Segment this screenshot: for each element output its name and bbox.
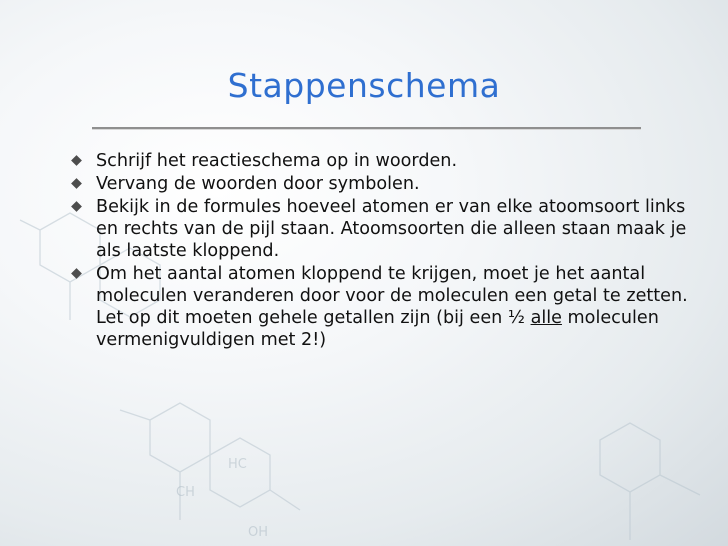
bullet-marker-icon — [71, 155, 82, 166]
bullet-text: Schrijf het reactieschema op in woorden. — [96, 151, 458, 171]
bullet-item — [68, 196, 708, 262]
svg-text:CH: CH — [176, 485, 195, 500]
bullet-item — [68, 173, 708, 195]
bullet-marker-icon — [71, 178, 82, 189]
bullet-text: Vervang de woorden door symbolen. — [96, 174, 420, 194]
bullet-list — [68, 150, 708, 352]
title-divider — [92, 127, 641, 129]
svg-text:OH: OH — [248, 525, 269, 540]
bullet-text-after: moleculen vermenigvuldigen met 2!) — [96, 308, 659, 350]
svg-text:HC: HC — [228, 457, 247, 472]
slide-title: Stappenschema — [227, 66, 501, 105]
bullet-text-before: Om het aantal atomen kloppend te krijgen, moet je het aantal moleculen veranderen door voor de moleculen een getal te zetten. Let op dit moeten gehele getallen zijn (bij een ½ — [96, 264, 688, 328]
bullet-item — [68, 263, 708, 351]
bullet-item — [68, 150, 708, 172]
bullet-text-emphasis: alle — [530, 308, 562, 328]
bullet-text: Bekijk in de formules hoeveel atomen er van elke atoomsoort links en rechts van de pijl staan. Atoomsoorten die alleen staan maak je als laatste kloppend. — [96, 197, 687, 261]
bullet-marker-icon — [71, 201, 82, 212]
bullet-marker-icon — [71, 268, 82, 279]
